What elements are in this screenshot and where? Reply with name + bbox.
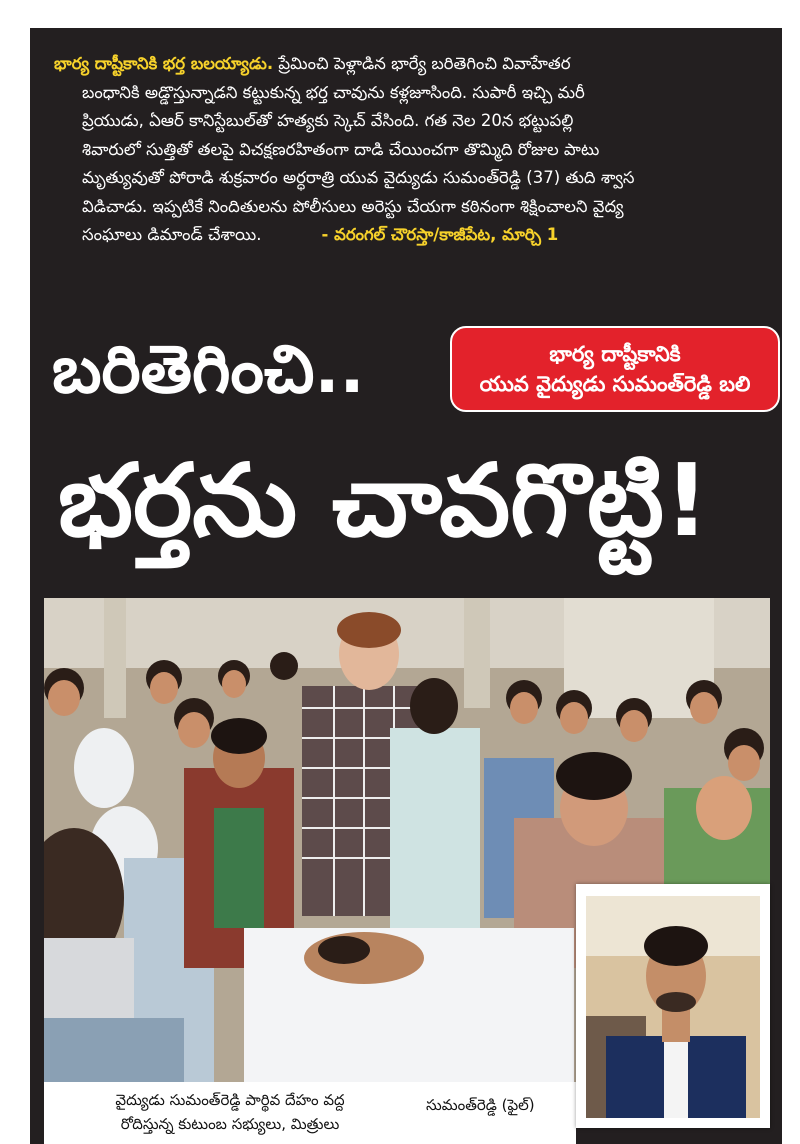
headline-line-1: బరితెగించి.. <box>52 331 365 408</box>
inset-caption: సుమంత్‌రెడ్డి (ఫైల్) <box>416 1082 576 1144</box>
photo-caption <box>44 1082 416 1144</box>
lead-line-5: మృత్యువుతో పోరాడి శుక్రవారం అర్ధరాత్రి యువ వైద్యుడు సుమంత్‌రెడ్డి (37) తుది శ్వాస <box>82 168 635 187</box>
lead-line-4: శివారులో సుత్తితో తలపై విచక్షణరహితంగా దాడి చేయించగా తొమ్మిది రోజుల పాటు <box>82 139 600 159</box>
lead-line-2: బంధానికి అడ్డొస్తున్నాడని కట్టుకున్న భర్త చావును కళ్లజూసింది. సుపారీ ఇచ్చి మరీ <box>82 82 585 102</box>
dateline: - వరంగల్ చౌరస్తా/కాజీపేట, మార్చి 1 <box>321 225 559 244</box>
lead-line-7: సంఘాలు డిమాండ్ చేశాయి. - వరంగల్ చౌరస్తా/కాజీపేట, మార్చి 1 <box>82 225 559 244</box>
kicker-box <box>450 326 780 412</box>
headline-line-2: భర్తను చావగొట్టి! <box>58 442 710 559</box>
photo-caption-line-2: రోదిస్తున్న కుటుంబ సభ్యులు, మిత్రులు <box>120 1115 340 1133</box>
lead-highlight: భార్య దాష్టీకానికి భర్త బలయ్యాడు. <box>54 54 274 73</box>
lead-paragraph <box>54 50 764 250</box>
lead-line-3: ప్రియుడు, ఏఆర్ కానిస్టేబుల్‌తో హత్యకు స్కెచ్ వేసింది. గత నెల 20న భట్టుపల్లి <box>82 111 574 130</box>
lead-line-1: భార్య దాష్టీకానికి భర్త బలయ్యాడు. ప్రేమించి పెళ్లాడిన భార్యే బరితెగించి వివాహేతర <box>54 54 571 73</box>
photo-caption-line-1: వైద్యుడు సుమంత్‌రెడ్డి పార్థివ దేహం వద్ద <box>115 1091 345 1109</box>
inset-portrait-frame <box>576 884 770 1128</box>
lead-line-6: విడిచాడు. ఇప్పటికే నిందితులను పోలీసులు అరెస్టు చేయగా కఠినంగా శిక్షించాలని వైద్య <box>82 196 624 216</box>
inset-portrait <box>586 896 760 1118</box>
kicker-line-1: భార్య దాష్టీకానికి <box>549 342 681 366</box>
kicker-line-2: యువ వైద్యుడు సుమంత్‌రెడ్డి బలి <box>479 372 751 396</box>
